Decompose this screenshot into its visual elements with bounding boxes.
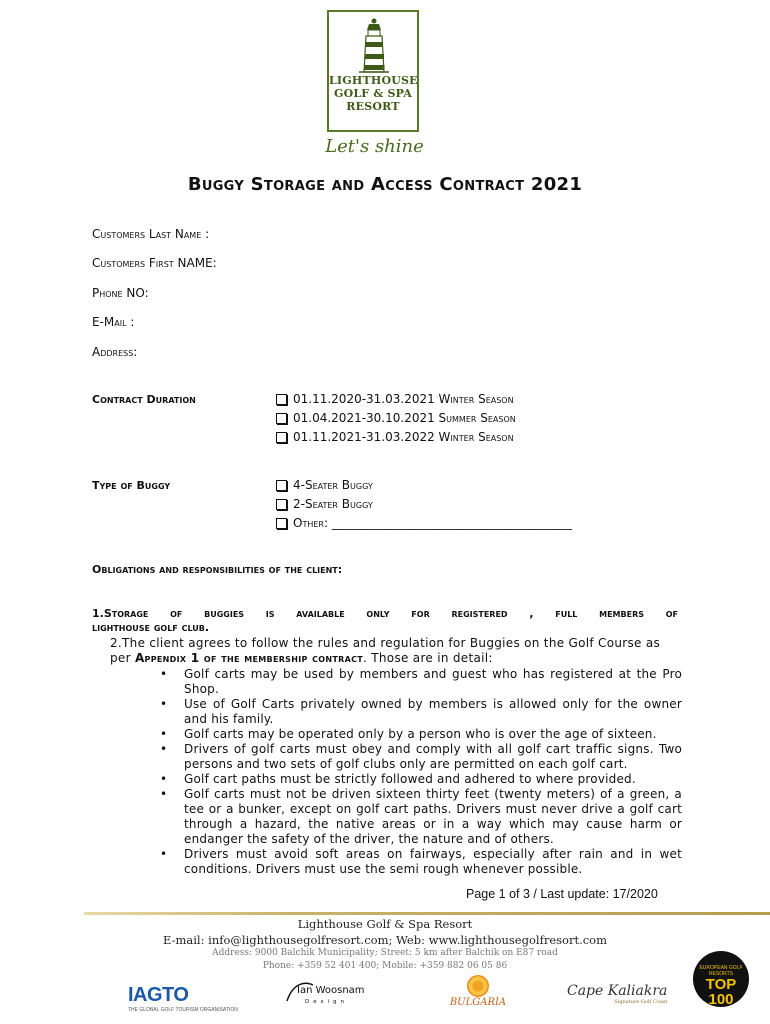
slogan: Let's shine xyxy=(325,136,424,157)
buggy-option-other[interactable]: Other: ________________________________________ xyxy=(276,516,572,530)
last-name-field[interactable]: Customers Last Name : xyxy=(92,227,210,241)
bulgaria-logo: BULGARIA xyxy=(446,975,510,1015)
lighthouse-icon xyxy=(357,16,391,74)
woosnam-logo: Ian Woosnam Design xyxy=(283,979,373,1009)
checkbox-icon[interactable] xyxy=(276,499,287,510)
list-item: • Golf carts may be operated only by a person who is over the age of sixteen. xyxy=(166,727,682,742)
list-item: • Golf cart paths must be strictly followed and adhered to where provided. xyxy=(166,772,682,787)
address-field[interactable]: Address: xyxy=(92,345,138,359)
resort-logo xyxy=(327,10,419,132)
contract-duration-label: Contract Duration xyxy=(92,393,196,406)
list-item: • Golf carts may be used by members and guest who has registered at the Pro Shop. xyxy=(166,667,682,697)
point-1-line-1: 1.Storage of buggies is available only for registered , full members of xyxy=(92,607,678,620)
checkbox-icon[interactable] xyxy=(276,432,287,443)
checkbox-icon[interactable] xyxy=(276,413,287,424)
buggy-type-label: Type of Buggy xyxy=(92,479,171,492)
page-number: Page 1 of 3 / Last update: 17/2020 xyxy=(466,887,658,901)
obligations-heading: Obligations and responsibilities of the client: xyxy=(92,563,343,576)
duration-option-2[interactable]: 01.04.2021-30.10.2021 Summer Season xyxy=(276,411,516,425)
phone-field[interactable]: Phone NO: xyxy=(92,286,149,300)
first-name-field[interactable]: Customers First NAME: xyxy=(92,256,217,270)
point-1-line-2: lighthouse golf club. xyxy=(92,621,210,634)
top100-badge: EUROPEAN GOLF RESORTS TOP 100 2017 xyxy=(693,951,749,1007)
email-field[interactable]: E-Mail : xyxy=(92,315,135,329)
buggy-option-4-seater[interactable]: 4-Seater Buggy xyxy=(276,478,373,492)
checkbox-icon[interactable] xyxy=(276,480,287,491)
footer-divider xyxy=(84,912,770,915)
checkbox-icon[interactable] xyxy=(276,394,287,405)
footer-phone: Phone: +359 52 401 400; Mobile: +359 882 06 05 86 xyxy=(262,961,508,971)
rules-list xyxy=(166,667,682,877)
list-item: • Use of Golf Carts privately owned by members is allowed only for the owner and his family. xyxy=(166,697,682,727)
duration-option-3[interactable]: 01.11.2021-31.03.2022 Winter Season xyxy=(276,430,514,444)
list-item: • Golf carts must not be driven sixteen thirty feet (twenty meters) of a green, a tee or a bunker, except on golf cart paths. Drivers must never drive a golf cart through a hazard, the native areas or in a way which may cause harm or endanger the safety of the driver, the nature and of others. xyxy=(166,787,682,847)
buggy-option-2-seater[interactable]: 2-Seater Buggy xyxy=(276,497,373,511)
footer-contact: E-mail: info@lighthousegolfresort.com; Web: www.lighthousegolfresort.com xyxy=(163,933,607,947)
footer-address: Address: 9000 Balchik Municipality; Street: 5 km after Balchik on E87 road xyxy=(212,948,558,958)
list-item: • Drivers must avoid soft areas on fairways, especially after rain and in wet conditions. Drivers must use the semi rough whenever possible. xyxy=(166,847,682,877)
page-title: Buggy Storage and Access Contract 2021 xyxy=(187,174,583,195)
list-item: • Drivers of golf carts must obey and comply with all golf cart traffic signs. Two persons and two sets of golf clubs only are permitted on each golf cart. xyxy=(166,742,682,772)
kaliakra-logo: Cape Kaliakra Signature Golf Coast xyxy=(567,983,668,1005)
footer-company: Lighthouse Golf & Spa Resort xyxy=(297,917,473,931)
checkbox-icon[interactable] xyxy=(276,518,287,529)
point-2: 2.The client agrees to follow the rules and regulation for Buggies on the Golf Course as per Appendix 1 of the membership contract. Those are in detail: xyxy=(110,636,661,665)
sun-icon xyxy=(467,975,489,997)
logo-name: LIGHTHOUSE GOLF & SPA RESORT xyxy=(329,74,418,113)
duration-option-1[interactable]: 01.11.2020-31.03.2021 Winter Season xyxy=(276,392,514,406)
iagto-logo: IAGTO THE GLOBAL GOLF TOURISM ORGANISATION xyxy=(128,984,238,1013)
